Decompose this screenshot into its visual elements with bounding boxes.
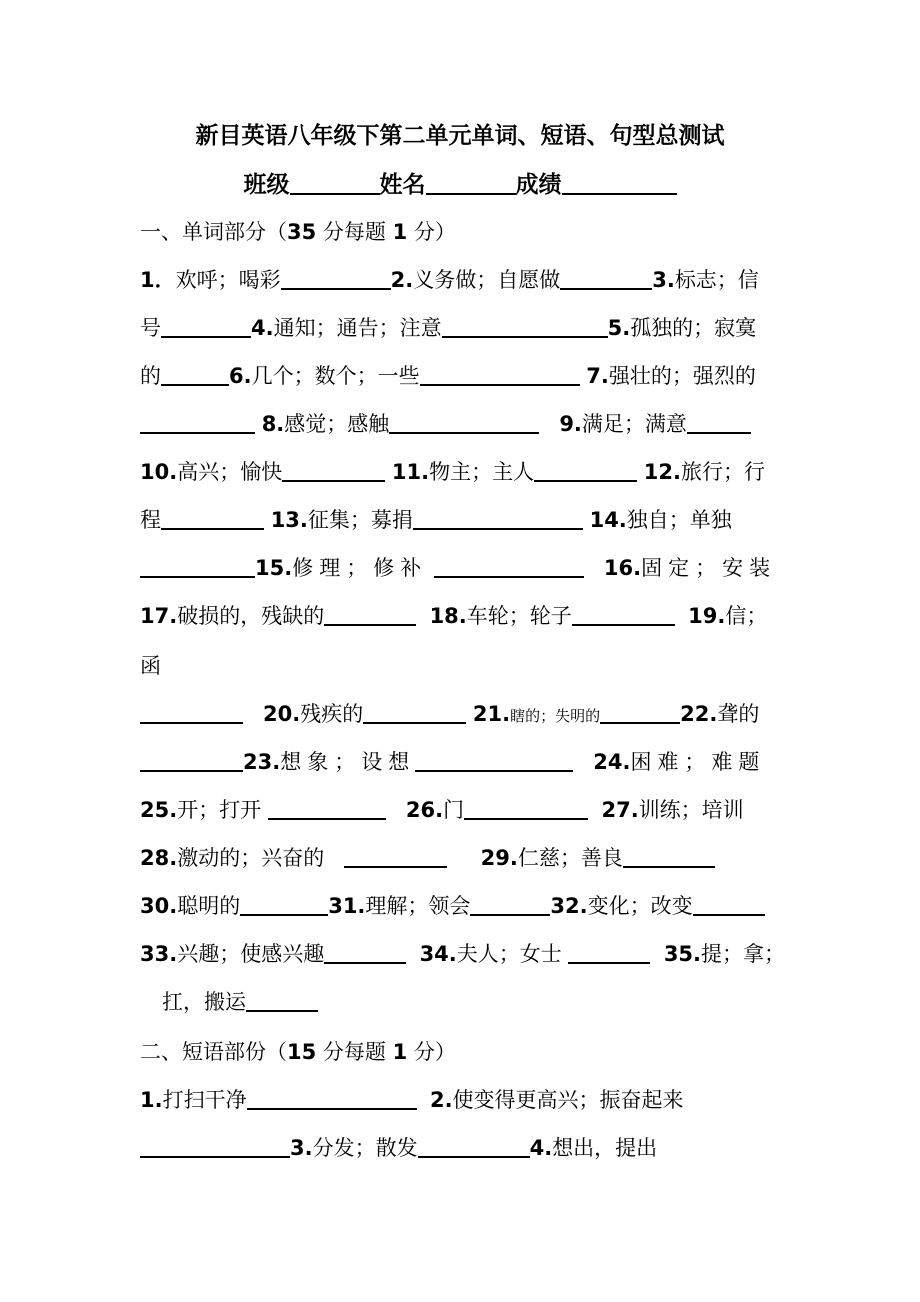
question-row: 20.残疾的 21.瞎的；失明的 22.聋的 [140, 699, 790, 729]
question-row: 的 6.几个；数个；一些 7.强壮的；强烈的 [140, 364, 756, 388]
answer-blank[interactable] [687, 410, 751, 434]
answer-blank[interactable] [413, 506, 583, 530]
question-text: 门 [443, 798, 465, 822]
student-info-row [0, 170, 920, 200]
answer-blank[interactable] [464, 796, 588, 820]
question-row: 17.破损的，残缺的 18.车轮；轮子 19.信； [140, 604, 768, 628]
answer-blank[interactable] [470, 892, 550, 916]
question-text: 标志；信 [674, 268, 759, 292]
question-text: 想象；设想 [280, 750, 416, 774]
question-text: 提；拿； [701, 942, 786, 966]
name-blank[interactable] [426, 171, 516, 195]
answer-blank[interactable] [415, 748, 573, 772]
answer-blank[interactable] [534, 458, 637, 482]
answer-blank[interactable] [623, 844, 715, 868]
question-row: 33.兴趣；使感兴趣 34.夫人；女士 35.提；拿； [140, 942, 786, 966]
answer-blank[interactable] [247, 1086, 417, 1110]
question-text: 使变得更高兴；振奋起来 [452, 1088, 684, 1112]
question-row: 25.开；打开 26.门 27.训练；培训 [140, 798, 744, 822]
answer-blank[interactable] [324, 602, 416, 626]
question-text: 车轮；轮子 [466, 604, 572, 628]
answer-blank[interactable] [140, 1134, 290, 1158]
question-row: 函 [140, 654, 161, 678]
question-text: 高兴；愉快 [177, 460, 283, 484]
question-row: 扛，搬运 [162, 987, 812, 1017]
question-text: 物主；主人 [429, 460, 535, 484]
question-text: 旅行；行 [680, 460, 765, 484]
page-title: 新目英语八年级下第二单元单词、短语、句型总测试 [195, 123, 725, 149]
answer-blank[interactable] [161, 506, 264, 530]
answer-blank[interactable] [140, 410, 255, 434]
answer-blank[interactable] [281, 266, 391, 290]
answer-blank[interactable] [282, 458, 385, 482]
question-text: 兴趣；使感兴趣 [177, 942, 325, 966]
question-row: 1．欢呼；喝彩 2.义务做；自愿做 3.标志；信 [140, 268, 759, 292]
question-row: 10.高兴；愉快 11.物主；主人 12.旅行；行 [140, 460, 765, 484]
question-text: 聋的 [717, 702, 760, 726]
answer-blank[interactable] [434, 554, 584, 578]
question-row: 23.想象；设想 24.困难；难题 [140, 747, 790, 777]
question-text: 几个；数个；一些 [251, 364, 420, 388]
question-text: 义务做；自愿做 [413, 268, 561, 292]
question-text: 修理；修补 [292, 556, 428, 580]
answer-blank[interactable] [140, 554, 255, 578]
answer-blank[interactable] [240, 892, 328, 916]
answer-blank[interactable] [161, 314, 251, 338]
score-blank[interactable] [562, 171, 677, 195]
question-row: 28.激动的；兴奋的 29.仁慈；善良 [140, 843, 790, 873]
question-text: 理解；领会 [365, 894, 471, 918]
question-row: 程 13.征集；募捐 14.独自；单独 [140, 508, 732, 532]
answer-blank[interactable] [324, 940, 406, 964]
question-text: 欢呼；喝彩 [175, 268, 281, 292]
question-text: 固定；安装 [641, 556, 777, 580]
question-row: 15.修理；修补 16.固定；安装 [140, 553, 790, 583]
answer-blank[interactable] [344, 844, 447, 868]
question-text: 信； [725, 604, 768, 628]
section2-heading: 二、短语部份（15 分每题 1 分） [140, 1040, 456, 1064]
question-text: 聪明的 [177, 894, 241, 918]
question-text: 仁慈；善良 [517, 846, 623, 870]
question-text: 独自；单独 [626, 508, 732, 532]
question-text: 开；打开 [177, 798, 262, 822]
question-row: 8.感觉；感触 9.满足；满意 [140, 409, 790, 439]
question-text: 孤独的；寂寞 [630, 316, 757, 340]
answer-blank[interactable] [572, 602, 675, 626]
question-row: 3.分发；散发 4.想出，提出 [140, 1133, 790, 1163]
class-label: 班级 [243, 172, 290, 198]
section1-heading: 一、单词部分（35 分每题 1 分） [140, 220, 456, 244]
question-row: 号 4.通知；通告；注意 5.孤独的；寂寞 [140, 316, 757, 340]
answer-blank[interactable] [363, 700, 466, 724]
answer-blank[interactable] [560, 266, 652, 290]
question-text: 残疾的 [300, 702, 364, 726]
question-text: 打扫干净 [162, 1088, 247, 1112]
question-text: 困难；难题 [630, 750, 766, 774]
answer-blank[interactable] [418, 1134, 530, 1158]
answer-blank[interactable] [693, 892, 765, 916]
answer-blank[interactable] [140, 700, 243, 724]
question-text: 强壮的；强烈的 [608, 364, 756, 388]
answer-blank[interactable] [268, 796, 386, 820]
question-text: 满足；满意 [581, 412, 687, 436]
answer-blank[interactable] [161, 362, 229, 386]
question-text: 激动的；兴奋的 [177, 846, 325, 870]
question-text: 瞎的；失明的 [510, 707, 601, 725]
score-label: 成绩 [515, 172, 562, 198]
answer-blank[interactable] [568, 940, 650, 964]
question-text: 破损的，残缺的 [177, 604, 325, 628]
question-text: 夫人；女士 [456, 942, 562, 966]
question-text: 分发；散发 [312, 1136, 418, 1160]
answer-blank[interactable] [600, 700, 680, 724]
answer-blank[interactable] [389, 410, 539, 434]
question-text: 征集；募捐 [307, 508, 413, 532]
question-row: 1.打扫干净 2.使变得更高兴；振奋起来 [140, 1088, 684, 1112]
answer-blank[interactable] [420, 362, 580, 386]
question-text: 变化；改变 [587, 894, 693, 918]
question-text: 通知；通告；注意 [273, 316, 442, 340]
question-text: 想出，提出 [552, 1136, 658, 1160]
answer-blank[interactable] [246, 988, 318, 1012]
class-blank[interactable] [290, 171, 380, 195]
question-text: 感觉；感触 [284, 412, 390, 436]
question-text: 训练；培训 [638, 798, 744, 822]
answer-blank[interactable] [140, 748, 243, 772]
question-row: 30.聪明的 31.理解；领会 32.变化；改变 [140, 891, 790, 921]
answer-blank[interactable] [442, 314, 608, 338]
name-label: 姓名 [379, 172, 426, 198]
